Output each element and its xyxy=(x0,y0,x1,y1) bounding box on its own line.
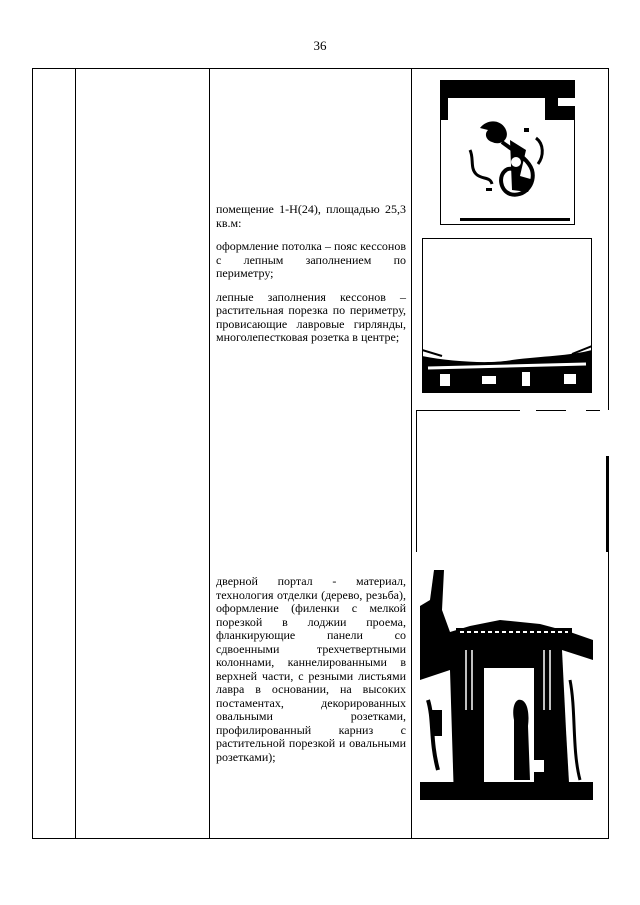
photo-stucco-detail xyxy=(440,80,575,225)
page-number: 36 xyxy=(313,38,327,53)
column-divider-1 xyxy=(75,69,76,838)
room-description xyxy=(216,203,406,355)
coffer-fillings: лепные заполнения кессонов – растительная порезка по периметру, провисающие лавровые гирлянды, многолепестковая розетка в центре; xyxy=(216,289,406,344)
column-divider-3 xyxy=(411,69,412,838)
door-portal-description xyxy=(216,575,406,774)
ceiling-design: оформление потолка – пояс кессонов с лепным заполнением по периметру; xyxy=(216,239,406,280)
room-title: помещение 1-Н(24), площадью 25,3 кв.м: xyxy=(216,202,406,230)
column-divider-2 xyxy=(209,69,210,838)
photo-door-portal xyxy=(420,570,593,800)
photo-ceiling xyxy=(422,238,592,393)
photo-overexposed xyxy=(416,410,610,552)
door-portal-text: дверной портал - материал, технология отделки (дерево, резьба), оформление (филенки с мелкой порезкой в лоджии проема, фланкирующие панели со сдвоенными трехчетвертными колоннами, каннелированными в верхней части, с резными листьями лавра в основании, на высоких постаментах, декорированных овальными розетками, профилированный карниз с растительной порезкой и овальными розетками); xyxy=(216,574,406,764)
